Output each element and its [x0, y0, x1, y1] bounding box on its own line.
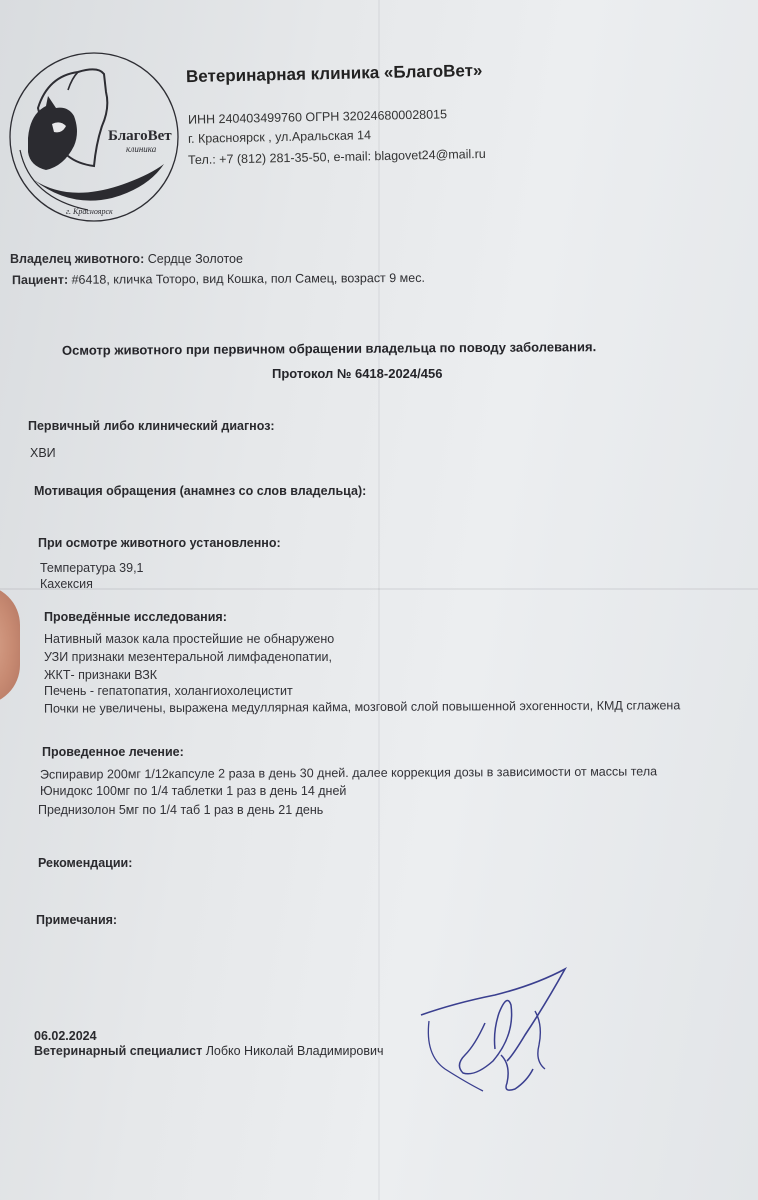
clinic-ids: ИНН 240403499760 ОГРН 320246800028015 — [187, 107, 448, 127]
owner-label: Владелец животного: — [10, 252, 145, 266]
clinic-contacts: Тел.: +7 (812) 281-35-50, e-mail: blagovet24@mail.ru — [187, 146, 486, 168]
thumb — [0, 585, 20, 705]
protocol-number: Протокол № 6418-2024/456 — [272, 366, 443, 381]
owner-value: Сердце Золотое — [147, 252, 243, 266]
treatment-line: Юнидокс 100мг по 1/4 таблетки 1 раз в день 14 дней — [40, 784, 347, 798]
patient-line — [12, 271, 425, 287]
diagnosis-value: ХВИ — [30, 446, 56, 460]
exam-line: Температура 39,1 — [40, 561, 144, 575]
diagnosis-label: Первичный либо клинический диагноз: — [28, 419, 275, 433]
signature-icon — [415, 965, 575, 1100]
treatment-line: Эспиравир 200мг 1/12капсуле 2 раза в день 30 дней. далее коррекция дозы в зависимости от массы тела — [39, 764, 658, 782]
specialist-label: Ветеринарный специалист — [34, 1044, 203, 1058]
treatment-line: Преднизолон 5мг по 1/4 таб 1 раз в день 21 день — [38, 803, 324, 817]
paper-fold — [378, 0, 380, 1200]
research-line: Почки не увеличены, выражена медуллярная кайма, мозговой слой повышенной эхогенности, КМД сглажена — [43, 698, 681, 716]
exam-line: Кахексия — [40, 577, 93, 591]
exam-label: При осмотре животного установленно: — [38, 536, 281, 550]
treatment-label: Проведенное лечение: — [42, 745, 184, 759]
logo-brand: БлагоВет — [108, 128, 172, 144]
owner-line — [10, 252, 243, 266]
research-line: ЖКТ- признаки ВЗК — [44, 668, 158, 682]
clinic-address: г. Красноярск , ул.Аральская 14 — [187, 128, 372, 146]
research-line: Печень - гепатопатия, холангиохолецистит — [44, 684, 293, 698]
document-date: 06.02.2024 — [34, 1029, 97, 1043]
specialist-name: Лобко Николай Владимирович — [205, 1044, 384, 1058]
logo-subtitle: клиника — [126, 144, 157, 154]
specialist-line — [34, 1044, 384, 1058]
notes-label: Примечания: — [36, 913, 118, 927]
research-line: Нативный мазок кала простейшие не обнаружено — [44, 632, 335, 646]
patient-label: Пациент: — [11, 272, 69, 288]
clinic-name: Ветеринарная клиника «БлагоВет» — [185, 60, 483, 87]
logo-city: г. Красноярск — [66, 207, 113, 216]
clinic-logo-icon — [8, 48, 180, 226]
patient-value: #6418, кличка Тоторо, вид Кошка, пол Самец, возраст 9 мес. — [71, 270, 425, 287]
document-title: Осмотр животного при первичном обращении владельца по поводу заболевания. — [61, 339, 597, 358]
research-line: УЗИ признаки мезентеральной лимфаденопатии, — [44, 650, 332, 664]
motivation-label: Мотивация обращения (анамнез со слов владельца): — [34, 484, 367, 498]
research-label: Проведённые исследования: — [44, 610, 227, 624]
recommendations-label: Рекомендации: — [38, 856, 133, 870]
